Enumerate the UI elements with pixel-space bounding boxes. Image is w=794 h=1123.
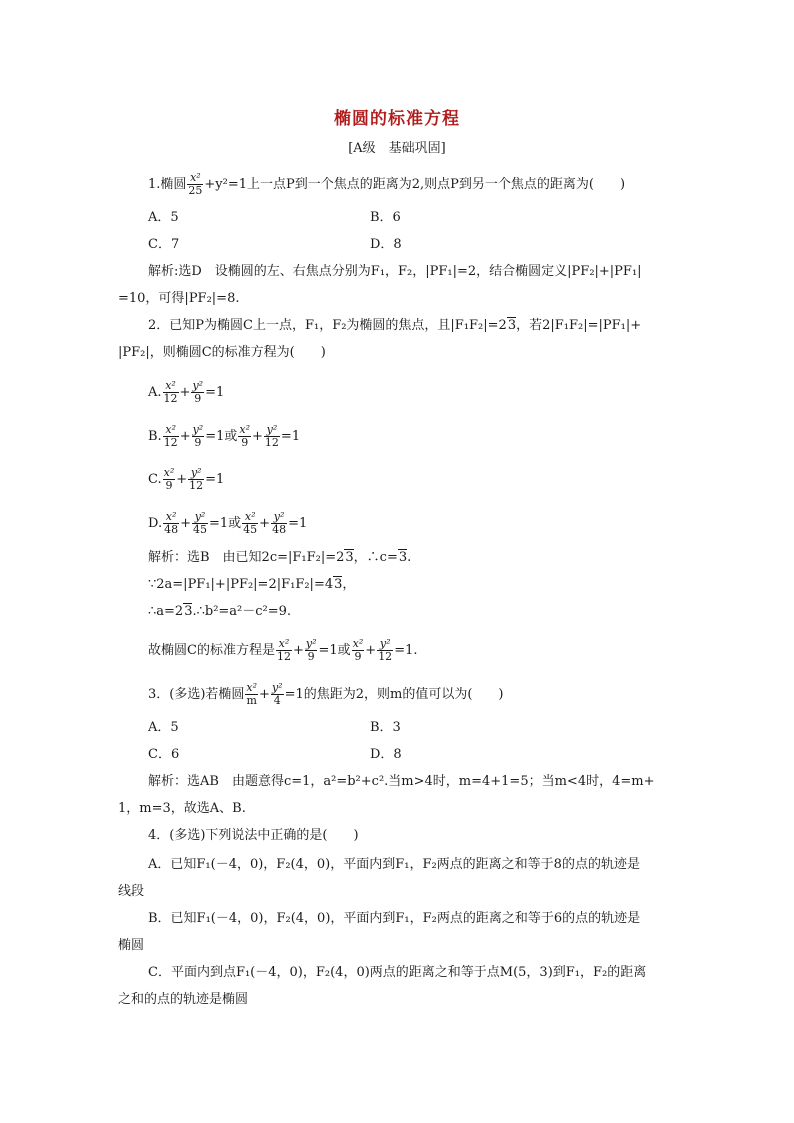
q4-option-c-line1: C．平面内到点F₁(－4，0)，F₂(4，0)两点的距离之和等于点M(5，3)到F₁，F₂的距离 bbox=[148, 965, 647, 980]
q2-answer-line4: 故椭圆C的标准方程是 $\frac{\text{x²}}{12}$ + $\frac{\text{y²}}{9}$ =1或 $\frac{\text{x²}}{9}$ + $\frac{\text{y²}}{12}$ =1. bbox=[148, 637, 418, 663]
q1-option-b: B．6 bbox=[370, 210, 401, 225]
q1-stem: 1.椭圆 $\frac{\text{x²}}{25}$ +y²=1上一点P到一个焦点的距离为2,则点P到另一个焦点的距离为( ) bbox=[148, 171, 626, 197]
q2-option-d: D. $\frac{\text{x²}}{48}$ + $\frac{\text{y²}}{45}$ =1或 $\frac{\text{x²}}{45}$ + $\frac{\text{y²}}{48}$ =1 bbox=[148, 510, 308, 536]
q1-option-d: D．8 bbox=[370, 237, 402, 252]
q4-stem: 4．(多选)下列说法中正确的是( ) bbox=[148, 828, 359, 843]
q3-option-b: B．3 bbox=[370, 720, 401, 735]
sqrt-3: 3 bbox=[507, 318, 517, 333]
q3-option-c: C．6 bbox=[148, 747, 180, 762]
q1-option-c: C．7 bbox=[148, 237, 180, 252]
q4-option-b-line1: B．已知F₁(－4，0)，F₂(4，0)，平面内到F₁，F₂两点的距离之和等于6的点的轨迹是 bbox=[148, 911, 641, 926]
q2-answer-line1: 解析：选B 由已知2c=|F₁F₂|=23，∴c=3. bbox=[148, 550, 412, 565]
document-title: 椭圆的标准方程 bbox=[334, 109, 460, 129]
q4-option-a-line2: 线段 bbox=[118, 884, 145, 899]
q3-option-a: A．5 bbox=[148, 720, 179, 735]
q3-answer-line1: 解析：选AB 由题意得c=1，a²=b²+c².当m>4时，m=4+1=5；当m<4时，4=m+ bbox=[148, 774, 655, 789]
q1-answer-line1: 解析:选D 设椭圆的左、右焦点分别为F₁，F₂，|PF₁|=2，结合椭圆定义|PF₂|+|PF₁| bbox=[148, 264, 642, 279]
q4-option-b-line2: 椭圆 bbox=[118, 938, 145, 953]
q2-option-a: A. $\frac{\text{x²}}{12}$ + $\frac{\text{y²}}{9}$ =1 bbox=[148, 379, 225, 405]
q4-option-c-line2: 之和的点的轨迹是椭圆 bbox=[118, 992, 249, 1007]
q2-stem-line2: |PF₂|，则椭圆C的标准方程为( ) bbox=[118, 345, 326, 360]
q3-option-d: D．8 bbox=[370, 747, 402, 762]
q1-option-a: A．5 bbox=[148, 210, 179, 225]
q1-fraction: $\frac{\text{x²}}{25}$ bbox=[188, 171, 203, 197]
q3-answer-line2: 1，m=3，故选A、B. bbox=[118, 801, 246, 816]
q2-answer-line2: ∵2a=|PF₁|+|PF₂|=2|F₁F₂|=43， bbox=[148, 577, 356, 592]
q2-option-b: B. $\frac{\text{x²}}{12}$ + $\frac{\text{y²}}{9}$ =1或 $\frac{\text{x²}}{9}$ + $\frac{\text{y²}}{12}$ =1 bbox=[148, 423, 301, 449]
section-level-label: [A级 基础巩固] bbox=[348, 141, 446, 156]
q2-option-c: C. $\frac{\text{x²}}{9}$ + $\frac{\text{y²}}{12}$ =1 bbox=[148, 466, 225, 492]
q2-answer-line3: ∴a=23.∴b²=a²－c²=9. bbox=[148, 604, 292, 619]
q1-answer-line2: =10，可得|PF₂|=8. bbox=[118, 291, 240, 306]
q2-stem-line1: 2．已知P为椭圆C上一点，F₁，F₂为椭圆的焦点，且|F₁F₂|=23，若2|F₁F₂|=|PF₁|+ bbox=[148, 318, 642, 333]
q4-option-a-line1: A．已知F₁(－4，0)，F₂(4，0)，平面内到F₁，F₂两点的距离之和等于8的点的轨迹是 bbox=[148, 857, 640, 872]
q3-stem: 3．(多选)若椭圆 $\frac{\text{x²}}{m}$ + $\frac{\text{y²}}{4}$ =1的焦距为2，则m的值可以为( ) bbox=[148, 681, 504, 707]
